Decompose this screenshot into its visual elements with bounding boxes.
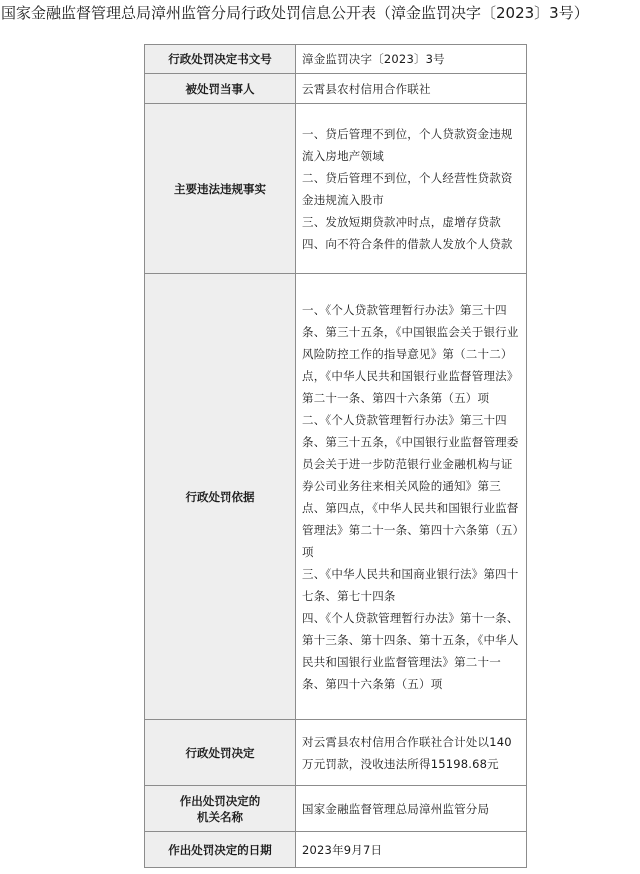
legal-basis-item: 一、《个人贷款管理暂行办法》第三十四条、第三十五条，《中国银监会关于银行业风险防控工作的指导意见》第（二十二）点，《中华人民共和国银行业监督管理法》第二十一条、第四十六条第（五）项 xyxy=(302,302,519,405)
violation-fact-item: 一、贷后管理不到位，个人贷款资金违规流入房地产领域 xyxy=(302,126,513,163)
value-decision: 对云霄县农村信用合作联社合计处以140万元罚款，没收违法所得15198.68元 xyxy=(296,720,527,786)
label-authority-line: 作出处罚决定的 xyxy=(179,793,261,808)
table-row-party xyxy=(145,74,527,104)
violation-fact-item: 四、向不符合条件的借款人发放个人贷款 xyxy=(302,236,513,251)
table-row-violation-facts xyxy=(145,104,527,274)
label-decision: 行政处罚决定 xyxy=(145,720,296,786)
table-row-authority xyxy=(145,786,527,832)
table-row-document-number xyxy=(145,45,527,74)
table-row-legal-basis xyxy=(145,274,527,720)
value-legal-basis xyxy=(296,274,527,720)
table-row-decision-date xyxy=(145,832,527,868)
legal-basis-item: 二、《个人贷款管理暂行办法》第三十四条、第三十五条，《中国银行业监督管理委员会关于进一步防范银行业金融机构与证券公司业务往来相关风险的通知》第三点、第四点，《中华人民共和国银行业监督管理法》第二十一条、第四十六条第（五）项 xyxy=(302,412,519,559)
value-party: 云霄县农村信用合作联社 xyxy=(296,74,527,104)
label-document-number: 行政处罚决定书文号 xyxy=(145,45,296,74)
penalty-info-table xyxy=(144,44,527,868)
legal-basis-item: 三、《中华人民共和国商业银行法》第四十七条、第七十四条 xyxy=(302,566,519,603)
value-violation-facts xyxy=(296,104,527,274)
table-row-decision xyxy=(145,720,527,786)
violation-fact-item: 二、贷后管理不到位，个人经营性贷款资金违规流入股市 xyxy=(302,170,513,207)
page-title: 国家金融监督管理总局漳州监管分局行政处罚信息公开表（漳金监罚决字〔2023〕3号） xyxy=(1,4,589,22)
legal-basis-item: 四、《个人贷款管理暂行办法》第十一条、第十三条、第十四条、第十五条，《中华人民共和国银行业监督管理法》第二十一条、第四十六条第（五）项 xyxy=(302,610,519,691)
label-violation-facts: 主要违法违规事实 xyxy=(145,104,296,274)
value-decision-date: 2023年9月7日 xyxy=(296,832,527,868)
value-authority: 国家金融监督管理总局漳州监管分局 xyxy=(296,786,527,832)
label-authority-line: 机关名称 xyxy=(197,809,243,824)
violation-fact-item: 三、发放短期贷款冲时点，虚增存贷款 xyxy=(302,214,501,229)
label-legal-basis: 行政处罚依据 xyxy=(145,274,296,720)
label-party: 被处罚当事人 xyxy=(145,74,296,104)
label-authority xyxy=(145,786,296,832)
value-document-number: 漳金监罚决字〔2023〕3号 xyxy=(296,45,527,74)
label-decision-date: 作出处罚决定的日期 xyxy=(145,832,296,868)
